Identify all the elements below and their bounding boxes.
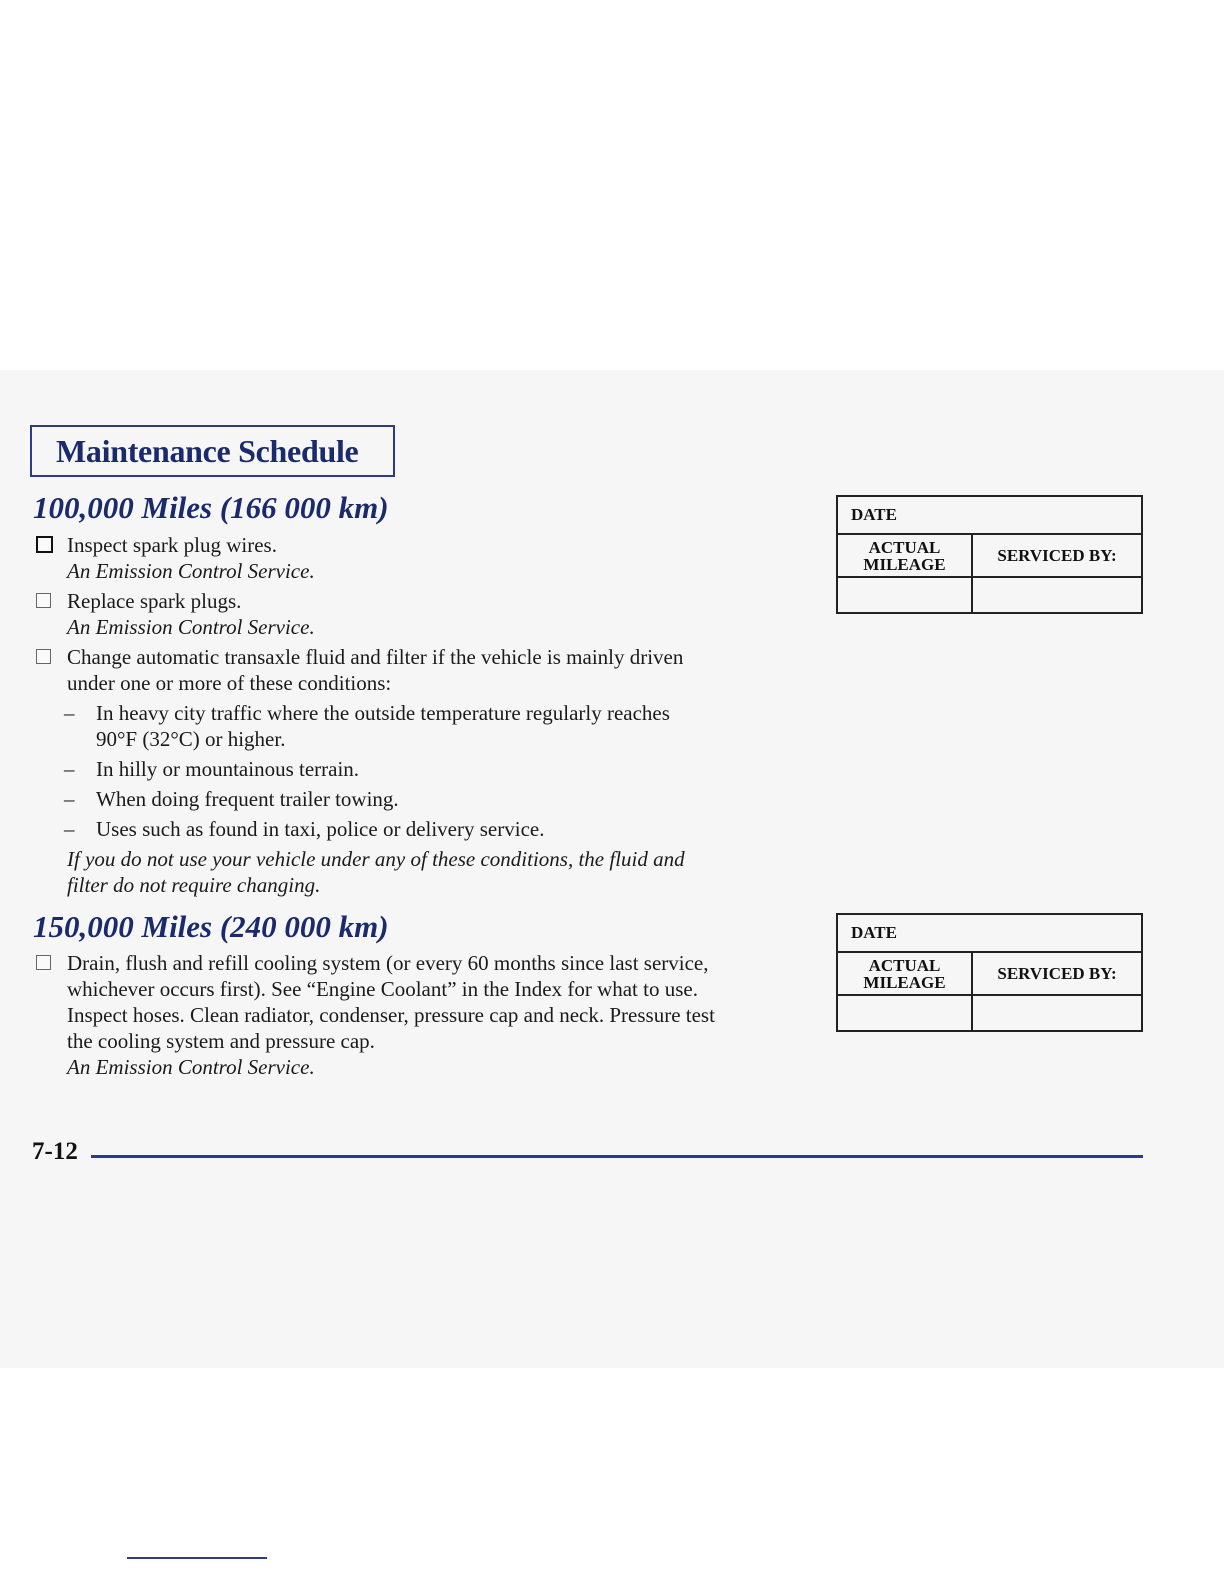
condition-text-line: 90°F (32°C) or higher. bbox=[96, 727, 286, 751]
section-heading-100k: 100,000 Miles (166 000 km) bbox=[33, 490, 389, 525]
mileage-label-line: MILEAGE bbox=[863, 973, 946, 992]
section-header-box bbox=[30, 425, 395, 477]
item-note: An Emission Control Service. bbox=[67, 615, 315, 639]
item-text-line: under one or more of these conditions: bbox=[67, 671, 392, 695]
serviced-by-header: SERVICED BY: bbox=[972, 534, 1142, 577]
section-heading-150k: 150,000 Miles (240 000 km) bbox=[33, 909, 389, 944]
condition-text-line: When doing frequent trailer towing. bbox=[96, 787, 399, 811]
service-record-box-100k bbox=[836, 495, 1143, 614]
checkbox-icon[interactable] bbox=[36, 536, 53, 553]
page-title: Maintenance Schedule bbox=[56, 432, 359, 469]
checkbox-icon[interactable] bbox=[36, 649, 51, 664]
item-note: An Emission Control Service. bbox=[67, 559, 315, 583]
actual-mileage-field[interactable] bbox=[837, 577, 972, 613]
checklist-item-cooling-system bbox=[36, 950, 806, 1080]
item-text-line: whichever occurs first). See “Engine Coolant” in the Index for what to use. bbox=[67, 977, 698, 1001]
section-items-150k bbox=[36, 950, 806, 1080]
item-text: Replace spark plugs. bbox=[67, 589, 242, 613]
dash-icon: – bbox=[64, 757, 75, 781]
bottom-divider bbox=[127, 1557, 267, 1559]
actual-mileage-field[interactable] bbox=[837, 995, 972, 1031]
item-text-line: Drain, flush and refill cooling system (or every 60 months since last service, bbox=[67, 951, 709, 975]
date-label: DATE bbox=[851, 505, 897, 524]
condition-item bbox=[36, 700, 806, 752]
item-note-line: If you do not use your vehicle under any of these conditions, the fluid and bbox=[67, 847, 685, 871]
footer-rule bbox=[91, 1155, 1143, 1158]
mileage-label-line: MILEAGE bbox=[863, 555, 946, 574]
item-note-block bbox=[36, 846, 806, 898]
checklist-item-spark-plug-wires bbox=[36, 532, 806, 584]
checklist-item-transaxle-fluid bbox=[36, 644, 806, 696]
serviced-by-field[interactable] bbox=[972, 995, 1142, 1031]
condition-item bbox=[36, 756, 806, 782]
checklist-item-spark-plugs bbox=[36, 588, 806, 640]
dash-icon: – bbox=[64, 817, 75, 841]
date-label: DATE bbox=[851, 923, 897, 942]
date-cell[interactable] bbox=[837, 914, 1142, 952]
checkbox-icon[interactable] bbox=[36, 955, 51, 970]
dash-icon: – bbox=[64, 787, 75, 811]
condition-text-line: In heavy city traffic where the outside temperature regularly reaches bbox=[96, 701, 670, 725]
page-number: 7-12 bbox=[32, 1138, 78, 1165]
date-cell[interactable] bbox=[837, 496, 1142, 534]
item-note: An Emission Control Service. bbox=[67, 1055, 315, 1079]
item-text-line: Inspect hoses. Clean radiator, condenser, pressure cap and neck. Pressure test bbox=[67, 1003, 715, 1027]
mileage-label-line: ACTUAL bbox=[868, 538, 941, 557]
item-text-line: Change automatic transaxle fluid and filter if the vehicle is mainly driven bbox=[67, 645, 684, 669]
condition-item bbox=[36, 816, 806, 842]
mileage-label-line: ACTUAL bbox=[868, 956, 941, 975]
service-record-box-150k bbox=[836, 913, 1143, 1032]
item-note-line: filter do not require changing. bbox=[67, 873, 321, 897]
serviced-by-header: SERVICED BY: bbox=[972, 952, 1142, 995]
checkbox-icon[interactable] bbox=[36, 593, 51, 608]
dash-icon: – bbox=[64, 701, 75, 725]
condition-text-line: In hilly or mountainous terrain. bbox=[96, 757, 360, 781]
actual-mileage-header bbox=[837, 534, 972, 577]
condition-item bbox=[36, 786, 806, 812]
condition-text-line: Uses such as found in taxi, police or delivery service. bbox=[96, 817, 545, 841]
actual-mileage-header bbox=[837, 952, 972, 995]
item-text-line: the cooling system and pressure cap. bbox=[67, 1029, 375, 1053]
item-text: Inspect spark plug wires. bbox=[67, 533, 277, 557]
serviced-by-field[interactable] bbox=[972, 577, 1142, 613]
section-items-100k bbox=[36, 532, 806, 898]
